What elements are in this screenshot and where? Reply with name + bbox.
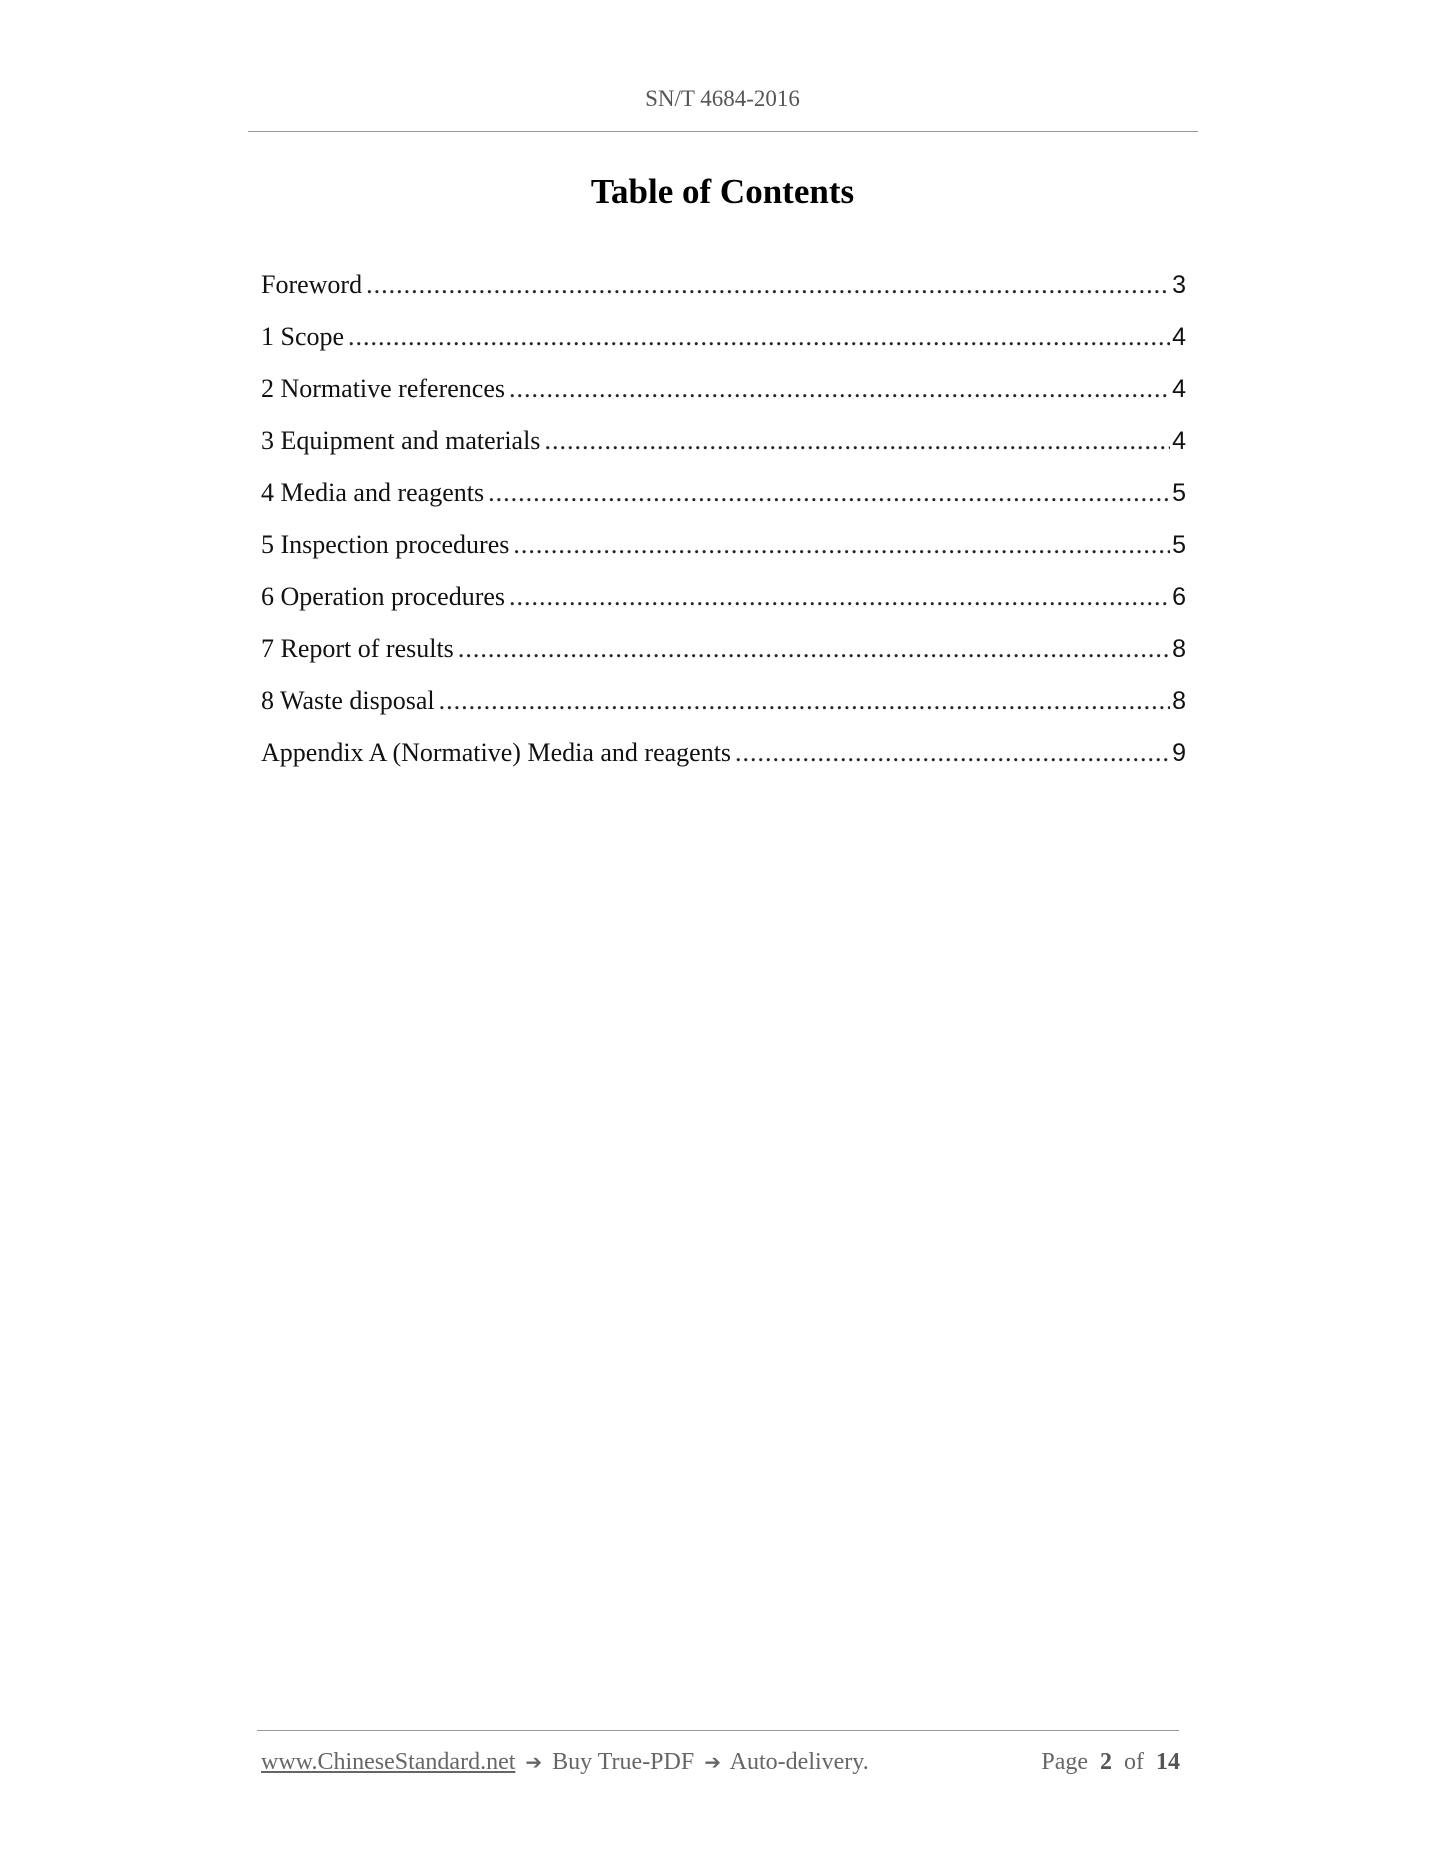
toc-dot-leader bbox=[366, 272, 1170, 298]
toc-dot-leader bbox=[735, 740, 1170, 766]
delivery-text: Auto-delivery. bbox=[729, 1749, 869, 1775]
running-header: SN/T 4684-2016 bbox=[645, 86, 800, 111]
toc-page-number: 5 bbox=[1172, 479, 1186, 507]
toc-page-number: 6 bbox=[1172, 583, 1186, 611]
footer-promo bbox=[261, 1749, 869, 1776]
toc-entry-label: 4 Media and reagents bbox=[261, 478, 485, 507]
toc-title: Table of Contents bbox=[590, 172, 855, 211]
toc-entry-scope[interactable] bbox=[261, 322, 1186, 374]
site-link[interactable]: www.ChineseStandard.net bbox=[261, 1749, 516, 1775]
toc-entry-normative-references[interactable] bbox=[261, 374, 1186, 426]
toc-entry-report-of-results[interactable] bbox=[261, 634, 1186, 686]
right-arrow-icon: ➔ bbox=[525, 1750, 543, 1774]
toc-entry-label: 8 Waste disposal bbox=[261, 686, 435, 715]
toc-dot-leader bbox=[509, 584, 1170, 610]
toc-entry-media-reagents[interactable] bbox=[261, 478, 1186, 530]
toc-entry-operation-procedures[interactable] bbox=[261, 582, 1186, 634]
toc-entry-waste-disposal[interactable] bbox=[261, 686, 1186, 738]
toc-page-number: 4 bbox=[1172, 427, 1186, 455]
toc-dot-leader bbox=[544, 428, 1170, 454]
toc-dot-leader bbox=[439, 688, 1170, 714]
toc-dot-leader bbox=[488, 480, 1170, 506]
toc-entry-label: Appendix A (Normative) Media and reagents bbox=[261, 738, 732, 767]
toc-page-number: 8 bbox=[1172, 635, 1186, 663]
toc-entry-label: Foreword bbox=[261, 270, 363, 299]
toc-page-number: 8 bbox=[1172, 687, 1186, 715]
page-total: 14 bbox=[1156, 1749, 1180, 1775]
toc-entry-label: 5 Inspection procedures bbox=[261, 530, 510, 559]
toc-entry-label: 7 Report of results bbox=[261, 634, 454, 663]
buy-text: Buy True-PDF bbox=[552, 1749, 695, 1775]
toc-dot-leader bbox=[509, 376, 1170, 402]
toc-dot-leader bbox=[458, 636, 1170, 662]
toc-page-number: 3 bbox=[1172, 271, 1186, 299]
of-word: of bbox=[1124, 1749, 1144, 1775]
toc-entry-equipment-materials[interactable] bbox=[261, 426, 1186, 478]
page-word: Page bbox=[1041, 1749, 1088, 1775]
page-indicator bbox=[1041, 1749, 1180, 1776]
toc-page-number: 5 bbox=[1172, 531, 1186, 559]
toc-entry-foreword[interactable] bbox=[261, 270, 1186, 322]
toc-entry-label: 6 Operation procedures bbox=[261, 582, 506, 611]
toc-page-number: 9 bbox=[1172, 739, 1186, 767]
toc-page-number: 4 bbox=[1172, 323, 1186, 351]
footer-divider bbox=[257, 1730, 1179, 1731]
right-arrow-icon: ➔ bbox=[704, 1750, 721, 1774]
toc-page-number: 4 bbox=[1172, 375, 1186, 403]
toc-entry-label: 1 Scope bbox=[261, 322, 345, 351]
header-divider bbox=[248, 131, 1198, 132]
toc-entry-label: 3 Equipment and materials bbox=[261, 426, 541, 455]
toc-entry-inspection-procedures[interactable] bbox=[261, 530, 1186, 582]
toc-dot-leader bbox=[348, 324, 1170, 350]
toc-entry-label: 2 Normative references bbox=[261, 374, 505, 403]
toc-dot-leader bbox=[513, 532, 1170, 558]
toc-entry-appendix-a[interactable] bbox=[261, 738, 1186, 790]
table-of-contents bbox=[261, 270, 1186, 790]
page-current: 2 bbox=[1100, 1749, 1112, 1775]
page-footer bbox=[261, 1749, 1180, 1776]
